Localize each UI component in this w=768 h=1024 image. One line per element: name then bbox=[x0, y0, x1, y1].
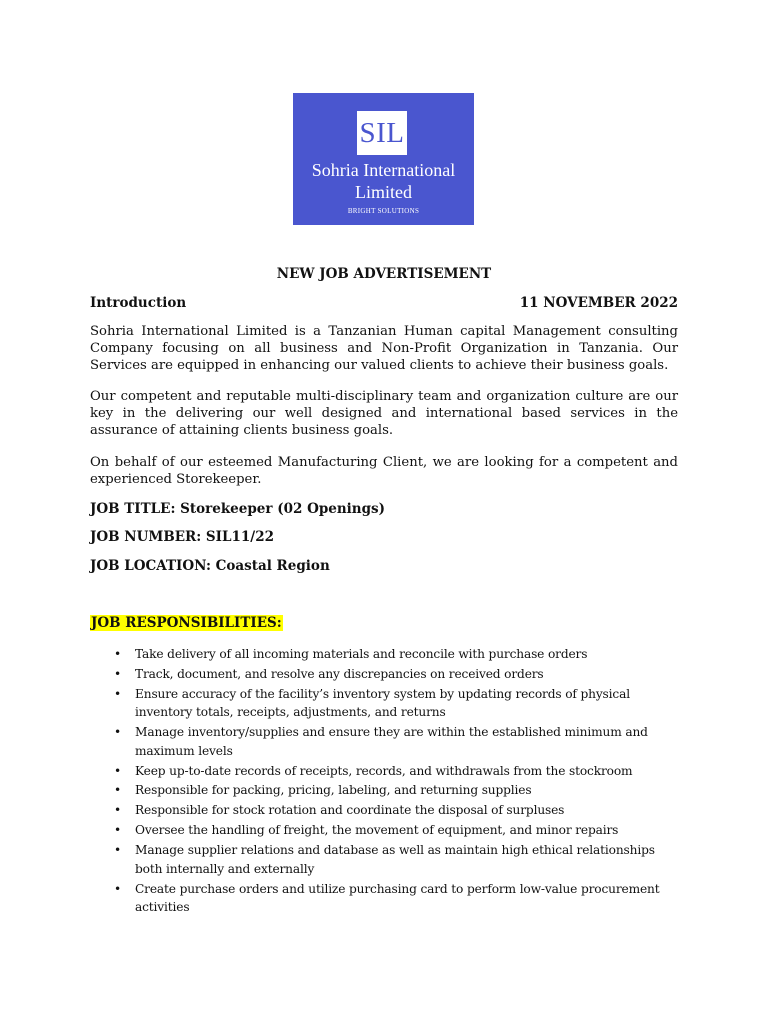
logo-name-line2: Limited bbox=[355, 182, 412, 202]
bullet-icon: • bbox=[114, 763, 122, 778]
responsibilities-list bbox=[114, 645, 684, 918]
job-number: JOB NUMBER: SIL11/22 bbox=[90, 529, 274, 545]
company-description-paragraph: Sohria International Limited is a Tanzanian Human capital Management consulting Company focusing on all business and Non-Profit Organization in Tanzania. Our Services are equipped in enhancing our valued clients to achieve their business goals. bbox=[90, 324, 678, 373]
list-item-text: Ensure accuracy of the facility’s inventory system by updating records of physical inventory totals, receipts, adjustments, and returns bbox=[135, 686, 630, 720]
list-item bbox=[114, 880, 684, 917]
list-item bbox=[114, 665, 684, 684]
bullet-icon: • bbox=[114, 783, 122, 798]
team-culture-paragraph: Our competent and reputable multi-disciplinary team and organization culture are our key in the delivering our well designed and international based services in the assurance of attaining clients business goals. bbox=[90, 389, 678, 438]
list-item bbox=[114, 762, 684, 781]
logo-initials: SIL bbox=[357, 111, 407, 155]
bullet-icon: • bbox=[114, 686, 122, 701]
list-item-text: Responsible for stock rotation and coordinate the disposal of surpluses bbox=[135, 803, 565, 818]
document-title: NEW JOB ADVERTISEMENT bbox=[276, 266, 492, 282]
list-item-text: Responsible for packing, pricing, labeling, and returning supplies bbox=[135, 783, 532, 798]
advert-date: 11 NOVEMBER 2022 bbox=[519, 295, 678, 311]
bullet-icon: • bbox=[114, 725, 122, 740]
list-item bbox=[114, 645, 684, 664]
bullet-icon: • bbox=[114, 843, 122, 858]
client-request-paragraph: On behalf of our esteemed Manufacturing Client, we are looking for a competent and experienced Storekeeper. bbox=[90, 455, 678, 487]
responsibilities-heading: JOB RESPONSIBILITIES: bbox=[91, 615, 282, 631]
list-item-text: Keep up-to-date records of receipts, records, and withdrawals from the stockroom bbox=[135, 763, 633, 778]
list-item-text: Create purchase orders and utilize purchasing card to perform low-value procurement activities bbox=[135, 881, 660, 915]
logo-company-name bbox=[293, 159, 474, 203]
list-item bbox=[114, 685, 684, 722]
bullet-icon: • bbox=[114, 647, 122, 661]
job-location: JOB LOCATION: Coastal Region bbox=[90, 558, 330, 574]
bullet-icon: • bbox=[114, 666, 122, 681]
bullet-icon: • bbox=[114, 823, 122, 838]
list-item-text: Manage supplier relations and database as well as maintain high ethical relationships both internally and externally bbox=[135, 843, 655, 876]
company-logo bbox=[293, 93, 474, 225]
list-item-text: Oversee the handling of freight, the movement of equipment, and minor repairs bbox=[135, 823, 619, 838]
list-item-text: Manage inventory/supplies and ensure they are within the established minimum and maximum levels bbox=[135, 725, 648, 758]
list-item bbox=[114, 821, 684, 840]
list-item-text: Track, document, and resolve any discrepancies on received orders bbox=[135, 666, 544, 681]
logo-name-line1: Sohria International bbox=[311, 160, 456, 180]
bullet-icon: • bbox=[114, 881, 122, 896]
logo-tagline: BRIGHT SOLUTIONS bbox=[347, 207, 420, 215]
list-item bbox=[114, 801, 684, 820]
intro-label: Introduction bbox=[90, 295, 187, 311]
job-title: JOB TITLE: Storekeeper (02 Openings) bbox=[90, 501, 386, 517]
bullet-icon: • bbox=[114, 803, 122, 818]
list-item bbox=[114, 841, 684, 878]
list-item-text: Take delivery of all incoming materials and reconcile with purchase orders bbox=[135, 647, 588, 661]
list-item bbox=[114, 781, 684, 800]
list-item bbox=[114, 723, 684, 760]
